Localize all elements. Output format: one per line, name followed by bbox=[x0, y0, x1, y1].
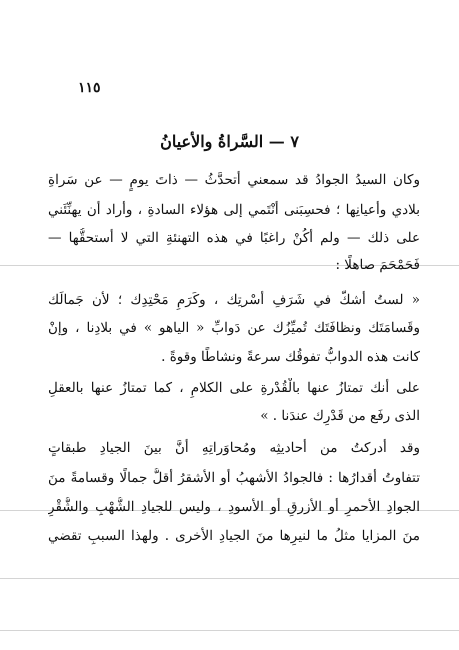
text-line: فَحَمْحَمَ صاهلًا : bbox=[335, 257, 420, 273]
text-line: تتفاوتُ أقدارُها : فالجوادُ الأشهبُ أو الأشقرُ أقلُّ جمالًا وقسامةً منَ bbox=[48, 470, 420, 486]
text-line: وقد أدركتُ من أحاديثِه ومُحاوَراتِهِ أنَّ بينَ الجيادِ طبقاتٍ bbox=[48, 440, 420, 456]
text-line: الذى رفَع من قَدْرِك عندَنا . » bbox=[260, 408, 420, 424]
text-line: وقَسامَتَك ونظافَتَك تُميِّزُك عن دَوابِّ « الياهو » في بلادِنا ، وإنْ bbox=[48, 320, 420, 336]
text-line: « لستُ أشكُّ في شَرَفِ أُسْرتِك ، وكَرَمِ مَحْتِدِك ؛ لأن جَمالَك bbox=[48, 292, 420, 308]
text-line: منَ المزايا مثلُ ما لنيرِها منَ الجيادِ الأخرى . ولهذا السببِ تقضي bbox=[48, 528, 420, 544]
text-line: على أنك تمتازُ عنها بالْقُدْرةِ على الكلامِ ، كما تمتازُ عنها بالعقلِ bbox=[48, 380, 420, 396]
text-line: كانت هذه الدوابُّ تفوقُك سرعةً ونشاطًا وقوةً . bbox=[161, 349, 420, 365]
chapter-heading: ٧ — السَّراةُ والأعيانُ bbox=[160, 132, 299, 151]
text-line: على ذلك — ولم أكُنْ راغبًا في هذه التهنئةِ التي لا أستحقُّها — bbox=[48, 230, 420, 246]
text-line: وكان السيدُ الجوادُ قد سمعني أتحدَّثُ — ذاتَ يومٍ — عن سَراةِ bbox=[48, 172, 420, 188]
ruled-line bbox=[0, 578, 459, 579]
text-line: الجوادِ الأحمرِ أو الأزرقِ أو الأسودِ ، وليس للجيادِ الشُّهْبِ والشُّقْرِ bbox=[48, 499, 420, 515]
ruled-line bbox=[0, 630, 459, 631]
text-line: بلادي وأعيانِها ؛ فحسِبَنى أنْتَمي إلى هؤلاء السادةِ ، وأراد أن يهنِّئَني bbox=[48, 202, 420, 218]
page-number: ١١٥ bbox=[78, 80, 101, 96]
